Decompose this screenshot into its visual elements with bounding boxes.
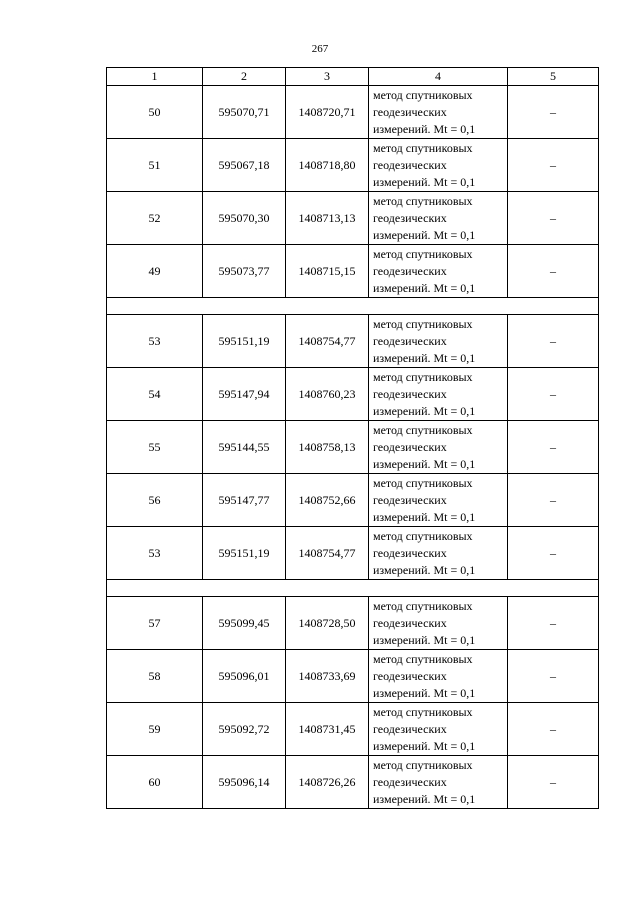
point-number-cell: 59 xyxy=(107,703,203,756)
method-line: геодезических xyxy=(373,210,447,225)
separator-row xyxy=(107,580,599,597)
y-coordinate-cell: 1408752,66 xyxy=(286,474,369,527)
method-line: метод спутниковых xyxy=(373,193,473,208)
note-cell: – xyxy=(508,368,599,421)
method-cell xyxy=(369,527,508,580)
x-coordinate-cell: 595147,77 xyxy=(203,474,286,527)
method-cell xyxy=(369,192,508,245)
method-cell xyxy=(369,86,508,139)
y-coordinate-cell: 1408718,80 xyxy=(286,139,369,192)
table-body xyxy=(107,68,599,809)
method-line: измерений. Mt = 0,1 xyxy=(373,280,476,295)
y-coordinate-cell: 1408760,23 xyxy=(286,368,369,421)
method-line: измерений. Mt = 0,1 xyxy=(373,456,476,471)
note-cell: – xyxy=(508,703,599,756)
y-coordinate-cell: 1408713,13 xyxy=(286,192,369,245)
method-line: измерений. Mt = 0,1 xyxy=(373,350,476,365)
x-coordinate-cell: 595147,94 xyxy=(203,368,286,421)
y-coordinate-cell: 1408731,45 xyxy=(286,703,369,756)
note-cell: – xyxy=(508,315,599,368)
header-row xyxy=(107,68,599,86)
method-line: геодезических xyxy=(373,333,447,348)
point-number-cell: 51 xyxy=(107,139,203,192)
method-line: геодезических xyxy=(373,263,447,278)
method-line: метод спутниковых xyxy=(373,246,473,261)
note-cell: – xyxy=(508,527,599,580)
table-row xyxy=(107,756,599,809)
separator-cell xyxy=(107,580,599,597)
method-line: измерений. Mt = 0,1 xyxy=(373,174,476,189)
table-row xyxy=(107,421,599,474)
method-line: метод спутниковых xyxy=(373,316,473,331)
method-line: геодезических xyxy=(373,668,447,683)
method-line: измерений. Mt = 0,1 xyxy=(373,685,476,700)
note-cell: – xyxy=(508,650,599,703)
method-line: метод спутниковых xyxy=(373,369,473,384)
point-number-cell: 55 xyxy=(107,421,203,474)
method-cell xyxy=(369,421,508,474)
x-coordinate-cell: 595096,01 xyxy=(203,650,286,703)
method-cell xyxy=(369,703,508,756)
x-coordinate-cell: 595073,77 xyxy=(203,245,286,298)
y-coordinate-cell: 1408720,71 xyxy=(286,86,369,139)
note-cell: – xyxy=(508,192,599,245)
note-cell: – xyxy=(508,245,599,298)
coordinates-table xyxy=(106,67,599,809)
method-line: метод спутниковых xyxy=(373,475,473,490)
y-coordinate-cell: 1408715,15 xyxy=(286,245,369,298)
table-row xyxy=(107,703,599,756)
point-number-cell: 52 xyxy=(107,192,203,245)
method-cell xyxy=(369,368,508,421)
method-line: метод спутниковых xyxy=(373,757,473,772)
table-row xyxy=(107,245,599,298)
point-number-cell: 49 xyxy=(107,245,203,298)
y-coordinate-cell: 1408728,50 xyxy=(286,597,369,650)
method-cell xyxy=(369,139,508,192)
header-cell-1: 1 xyxy=(107,68,203,86)
x-coordinate-cell: 595151,19 xyxy=(203,315,286,368)
note-cell: – xyxy=(508,139,599,192)
header-cell-5: 5 xyxy=(508,68,599,86)
y-coordinate-cell: 1408726,26 xyxy=(286,756,369,809)
note-cell: – xyxy=(508,474,599,527)
method-line: геодезических xyxy=(373,492,447,507)
table-row xyxy=(107,368,599,421)
point-number-cell: 58 xyxy=(107,650,203,703)
table-row xyxy=(107,86,599,139)
x-coordinate-cell: 595144,55 xyxy=(203,421,286,474)
point-number-cell: 54 xyxy=(107,368,203,421)
method-line: метод спутниковых xyxy=(373,87,473,102)
method-cell xyxy=(369,650,508,703)
method-line: геодезических xyxy=(373,104,447,119)
table-row xyxy=(107,192,599,245)
table-row xyxy=(107,139,599,192)
method-line: метод спутниковых xyxy=(373,140,473,155)
method-line: геодезических xyxy=(373,386,447,401)
x-coordinate-cell: 595099,45 xyxy=(203,597,286,650)
separator-cell xyxy=(107,298,599,315)
method-line: измерений. Mt = 0,1 xyxy=(373,509,476,524)
method-line: метод спутниковых xyxy=(373,651,473,666)
method-cell xyxy=(369,597,508,650)
separator-row xyxy=(107,298,599,315)
table-row xyxy=(107,474,599,527)
y-coordinate-cell: 1408754,77 xyxy=(286,527,369,580)
point-number-cell: 57 xyxy=(107,597,203,650)
method-line: метод спутниковых xyxy=(373,598,473,613)
y-coordinate-cell: 1408754,77 xyxy=(286,315,369,368)
table-row xyxy=(107,597,599,650)
point-number-cell: 60 xyxy=(107,756,203,809)
method-line: геодезических xyxy=(373,545,447,560)
x-coordinate-cell: 595070,30 xyxy=(203,192,286,245)
method-line: измерений. Mt = 0,1 xyxy=(373,632,476,647)
method-line: измерений. Mt = 0,1 xyxy=(373,562,476,577)
x-coordinate-cell: 595151,19 xyxy=(203,527,286,580)
table-row xyxy=(107,527,599,580)
note-cell: – xyxy=(508,421,599,474)
method-line: измерений. Mt = 0,1 xyxy=(373,738,476,753)
method-cell xyxy=(369,756,508,809)
note-cell: – xyxy=(508,86,599,139)
method-line: измерений. Mt = 0,1 xyxy=(373,121,476,136)
x-coordinate-cell: 595067,18 xyxy=(203,139,286,192)
x-coordinate-cell: 595070,71 xyxy=(203,86,286,139)
note-cell: – xyxy=(508,756,599,809)
page-number: 267 xyxy=(311,43,329,55)
method-line: метод спутниковых xyxy=(373,528,473,543)
header-cell-4: 4 xyxy=(369,68,508,86)
method-line: метод спутниковых xyxy=(373,704,473,719)
header-cell-2: 2 xyxy=(203,68,286,86)
x-coordinate-cell: 595096,14 xyxy=(203,756,286,809)
point-number-cell: 50 xyxy=(107,86,203,139)
method-line: измерений. Mt = 0,1 xyxy=(373,791,476,806)
method-cell xyxy=(369,315,508,368)
y-coordinate-cell: 1408733,69 xyxy=(286,650,369,703)
method-line: измерений. Mt = 0,1 xyxy=(373,403,476,418)
method-line: геодезических xyxy=(373,439,447,454)
note-cell: – xyxy=(508,597,599,650)
point-number-cell: 53 xyxy=(107,315,203,368)
x-coordinate-cell: 595092,72 xyxy=(203,703,286,756)
method-line: измерений. Mt = 0,1 xyxy=(373,227,476,242)
method-line: геодезических xyxy=(373,721,447,736)
method-cell xyxy=(369,245,508,298)
method-line: метод спутниковых xyxy=(373,422,473,437)
point-number-cell: 56 xyxy=(107,474,203,527)
y-coordinate-cell: 1408758,13 xyxy=(286,421,369,474)
header-cell-3: 3 xyxy=(286,68,369,86)
point-number-cell: 53 xyxy=(107,527,203,580)
method-line: геодезических xyxy=(373,615,447,630)
method-line: геодезических xyxy=(373,774,447,789)
method-cell xyxy=(369,474,508,527)
table-row xyxy=(107,315,599,368)
table-row xyxy=(107,650,599,703)
method-line: геодезических xyxy=(373,157,447,172)
